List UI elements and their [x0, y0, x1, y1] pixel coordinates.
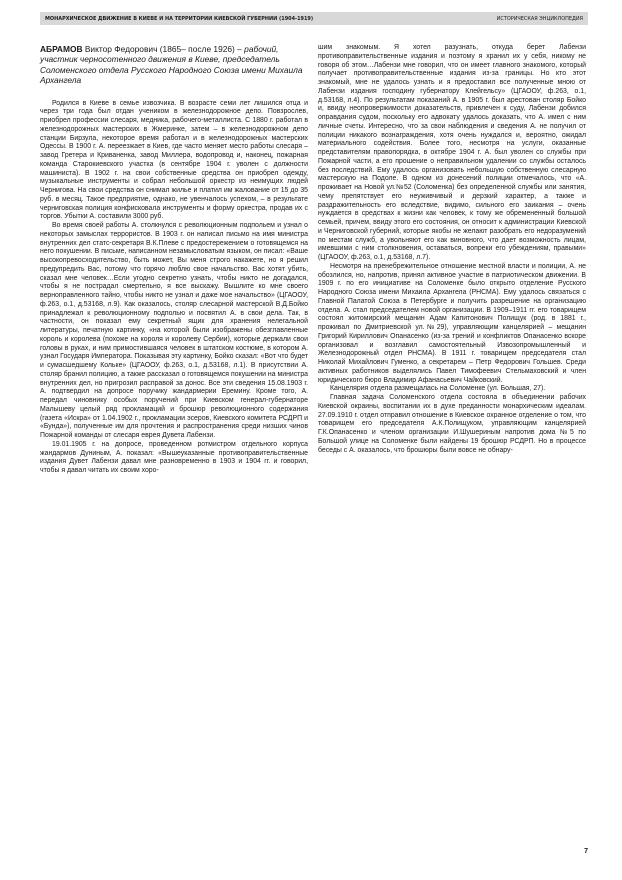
- paragraph: 19.01.1905 г. на допросе, проведенном ротмистром отдельного корпуса жандармов Дуниным, А. показал: «Вышеуказанные противоправительственные издания Дувет Лабензи давал мне разновременно в 1903 и 1904 гг. и говорил, чтобы я давал читать их своим хоро-: [40, 440, 308, 475]
- article-name: АБРАМОВ: [40, 44, 83, 54]
- article-description: рабочий, участник черносотенного движения в Киеве, председатель Соломенского отдела Русского Народного Союза имени Михаила Архангела: [40, 44, 303, 86]
- page-number: 7: [584, 848, 588, 855]
- paragraph: Главная задача Соломенского отдела состояла в объединении рабочих Киевской окраины, воспитании их в духе преданности монархическим идеалам. 27.09.1910 г. отдел отправил отношение в Киевское охранное отделение о том, что товарищем его председателя А.К.Полищуком, управляющим канцелярией Г.К.Опанасенко и членом организации И.Шушериным напротив дома №5 по Большой улице на Соломенке были найдены 19 брошюр РСДРП. Но в процессе беседы с А. оказалось, что брошюры были вовсе не обнару-: [318, 394, 586, 454]
- article-name-rest: Виктор Федорович (1865– после 1926) –: [84, 44, 242, 54]
- left-column: [40, 44, 308, 476]
- paragraph: Канцелярия отдела размещалась на Соломенке (ул. Большая, 27).: [330, 385, 546, 393]
- article-lead: [40, 44, 308, 86]
- paragraph: Несмотря на пренебрежительное отношение местной власти и полиции, А. не обозлился, но, напротив, принял активное участие в патриотическом движении. В 1909 г. по его инициативе на Соломенке было открыто отделение Русского Народного Союза имени Михаила Архангела (РНСМА). Ему удалось связаться с Главной Палатой Союза в Петербурге и получить разрешение на организацию отдела. А. стал председателем новой организации. В 1909–1911 гг. его товарищем состоял житомирский мещанин Адам Капитонович Полищук (род. в 1881 г., проживал по Дмитриевской ул.№29), управляющим канцелярией – мещанин Григорий Кириллович Опанасенко (из-за трений и конфликтов Опанасенко вскоре организовал и возглавил самостоятельный Извозопромышленный и Железнодорожный отдел РНСМА). В 1911 г. товарищем председателя стал Николай Михайлович Гуменко, а секретарем – Петр Федорович Гольшев. Среди активных работников выделялись Павел Тимофеевич Стельмаховский и член юридического бюро Владимир Афанасьевич Чайковский.: [318, 262, 586, 384]
- header-section-title: МОНАРХИЧЕСКОЕ ДВИЖЕНИЕ В КИЕВЕ И НА ТЕРРИТОРИИ КИЕВСКОЙ ГУБЕРНИИ (1904-1919): [45, 15, 314, 22]
- header-publication-title: ИСТОРИЧЕСКАЯ ЭНЦИКЛОПЕДИЯ: [496, 15, 583, 22]
- paragraph: Родился в Киеве в семье извозчика. В возрасте семи лет лишился отца и через три года был отдан учеником в железнодорожное депо. Повзрослев, приобрел профессии слесаря, медника, рабочего-металлиста. С 1880 г. работал в железнодорожных мастерских в Жмеринке, затем – в железнодорожном депо станции Бирзула, некоторое время работал и в железнодорожных мастерских Одессы. В 1900 г. А. переезжает в Киев, где часто меняет место работы слесаря – завод Гретера и Криваненка, завод Миллера, водопровод и, наконец, пожарная команда Старокиевского участка (в сентябре 1904 г. уволен с должности машиниста). В 1902 г. на свои собственные средства он приобрел одежду, музыкальные инструменты и собрал небольшой оркестр из неимущих людей Чернигова. На свои средства он снимал жилье и платил им жалование от 15 до 35 руб. в месяц. Такое предприятие, однако, не увенчалось успехом, – в результате черниговская полиция конфисковала инструменты и форму оркестра, продав их с торгов. Убытки А. составили 3000 руб.: [40, 99, 308, 221]
- paragraph: шим знакомым. Я хотел разузнать, откуда берет Лабензи противоправительственные издания и поэтому я хранил их у себя, никому не говоря об этом…Лабензи мне говорил, что он имеет главного знакомого, который получает противоправительственные издания из-за границы. Но кто этот знакомый, мне не удалось узнать и я предоставил все полученные мною от Лабензи издания господину губернатору Клейгельсу» (ЦГАООУ, ф.263, о.1, д.53168, л.4). По результатам показаний А. в 1905 г. был арестован столяр Бойко и, ввиду неопровержимости доказательств, привлечен к суду, Лабензи добился оправдания судом, поскольку его адвокату удалось доказать, что А. имел с ним личные счеты. Интересно, что за свои наблюдения и сведения А. не получил от полиции никакого вознаграждения, хотя очень нуждался и, вероятно, ожидал материального содействия. Более того, несмотря на услуги, оказанные представителям правопорядка, в октябре 1904 г. А. был уволен со службы при Пожарной части, а его прошение о неправильном удалении со службы осталось без последствий. Ему удалось организовать небольшую собственную слесарную мастерскую на Подоле. В одном из донесений полиции отмечалось, что «А. проживает на Новой ул.№52 (Соломенка) без определенной службы или занятия, чему препятствует его неуживчивый и дерзкий характер, а также и раздражительность его вследствие, видимо, сильного его заикания – очень нуждается в средствах к жизни как человек, к тому же обремененный большой семьей, причем, ввиду этого его состояния, он относит к администрации Киевской и Черниговской губерний, которые якобы не желают разобрать его недоразумений по местам служб, а увольняют его как виновного, что дает возможность лицам, имевшими с ним столкновения, оставаться, вопреки его убеждениям, правыми» (ЦГАООУ, ф.263, о.1, д.53168, л.7).: [318, 44, 586, 261]
- paragraph: Во время своей работы А. столкнулся с революционным подпольем и узнал о некоторых замыслах террористов. В 1903 г. он написал письмо на имя министра внутренних дел статс-секретаря В.К.Плеве с предостережением о готовящемся на него покушении. В письме, написанном незамысловатым языком, он писал: «Ваше высокопревосходительство, быть может, Вы меня строго накажете, но я решил предупредить Вас, потому что горячо люблю свое начальство. Вас хотят убить, сказал мне человек…Если угодно секретно узнать, чтобы никто не догадался, чтобы я не пострадал смертельно, я все выскажу. Вышлите ко мне своего верноправленного тайно, чтобы никто не узнал и даже мое начальство» (ЦГАООУ, ф.263, о.1, д.53168, л.9). Как оказалось, столяр слесарной мастерской В.Д.Бойко принадлежал к революционному подполью и посвятил А. в свои дела. Так, в частности, он показал ему секретный ящик для хранения нелегальной литературы, печатную картинку, «на которой были изображены обезглавленные король и королева (похоже на короля и королеву Сербии), которые держали свои головы в руках, и ним примостившаяся человек в штатском костюме, в котором А. узнал Государя Императора. Показывая эту картинку, Бойко сказал: «Вот что будет и сумасшедшему Кольке» (ЦГАООУ, ф.263, о.1, д.53168, л.1). В присутствии А. столяр бранил полицию, а также рассказал о готовящемся покушении на министра внутренних дел, но пригрозил расправой за донос. Все эти сведения 15.08.1903 г. А. подтвердил на допросе поручику жандармерии Еремину. Кроме того, А. передал чиновнику особых поручений при Киевском генерал-губернаторе Малышеву целый ряд прокламаций и брошюр революционного содержания (газета «Искра» от 1.04.1902 г., прокламации эсеров, Киевского комитета РСДРП и «Бунда»), полученные им для прочтения и распространения среди низших чинов Пожарной команды от слесаря еврея Дувета Лабензи.: [40, 222, 309, 440]
- right-column: [318, 44, 586, 455]
- running-header: [40, 12, 588, 25]
